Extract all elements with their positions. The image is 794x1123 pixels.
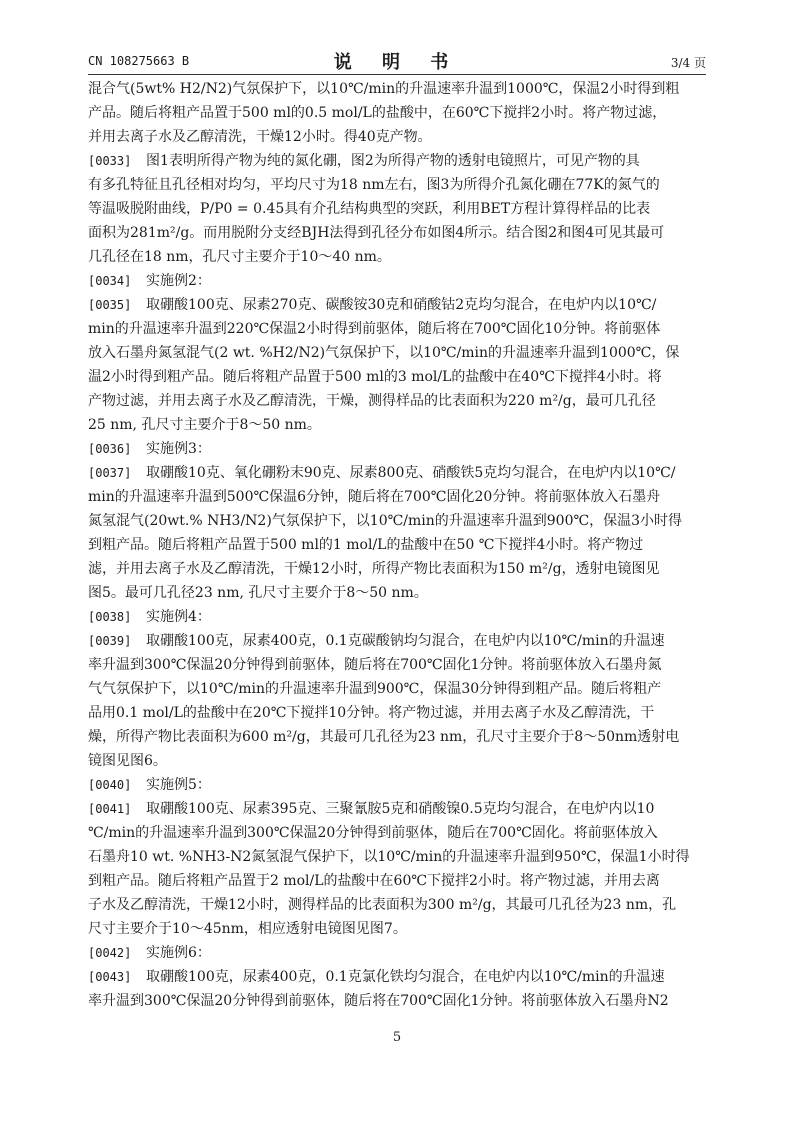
line-text: 几孔径在18 nm，孔尺寸主要介于10～40 nm。	[88, 249, 391, 265]
paragraph-number: [0040]	[88, 778, 132, 792]
paragraph-line	[88, 221, 712, 245]
line-text: 实施例4：	[146, 609, 211, 625]
paragraph-line	[88, 365, 712, 389]
paragraph-line	[88, 653, 712, 677]
paragraph-line	[88, 173, 712, 197]
paragraph-number: [0042]	[88, 946, 132, 960]
paragraph-line-numbered	[88, 149, 712, 173]
line-text: 实施例3：	[146, 441, 211, 457]
line-text: min的升温速率升温到220℃保温2小时得到前驱体，随后将在700℃固化10分钟。将前驱体	[88, 321, 661, 337]
paragraph-line	[88, 701, 712, 725]
paragraph-line-numbered	[88, 797, 712, 821]
line-text: 取硼酸10克、氧化硼粉末90克、尿素800克、硝酸铁5克均匀混合，在电炉内以10℃/	[146, 465, 676, 481]
line-text: 到粗产品。随后将粗产品置于500 ml的1 mol/L的盐酸中在50 ℃下搅拌4小时。将产物过	[88, 537, 644, 553]
paragraph-number: [0033]	[88, 154, 132, 168]
line-text: 图5。最可几孔径23 nm, 孔尺寸主要介于8～50 nm。	[88, 585, 428, 601]
paragraph-line-numbered	[88, 629, 712, 653]
line-text: 率升温到300℃保温20分钟得到前驱体，随后将在700℃固化1分钟。将前驱体放入石墨舟N2	[88, 993, 669, 1009]
line-text: 实施例5：	[146, 777, 211, 793]
line-text: 图1表明所得产物为纯的氮化硼，图2为所得产物的透射电镜照片，可见产物的具	[146, 153, 640, 169]
line-text: 取硼酸100克，尿素400克，0.1克氯化铁均匀混合，在电炉内以10℃/min的升温速	[146, 969, 665, 985]
line-text: 取硼酸100克、尿素395克、三聚氰胺5克和硝酸镍0.5克均匀混合，在电炉内以10	[146, 801, 655, 817]
paragraph-line	[88, 581, 712, 605]
line-text: 取硼酸100克、尿素270克、碳酸铵30克和硝酸钴2克均匀混合，在电炉内以10℃/	[146, 297, 657, 313]
paragraph-number: [0039]	[88, 634, 132, 648]
paragraph-line	[88, 101, 712, 125]
paragraph-line	[88, 749, 712, 773]
paragraph-line-numbered	[88, 461, 712, 485]
paragraph-line	[88, 557, 712, 581]
paragraph-line-numbered	[88, 605, 712, 629]
paragraph-line	[88, 509, 712, 533]
line-text: 气气氛保护下，以10℃/min的升温速率升温到900℃，保温30分钟得到粗产品。随后将粗产	[88, 681, 662, 697]
paragraph-line	[88, 317, 712, 341]
line-text: 面积为281m²/g。而用脱附分支经BJH法得到孔径分布如图4所示。结合图2和图4可见其最可	[88, 225, 665, 241]
line-text: 氮氢混气(20wt.% NH3/N2)气氛保护下，以10℃/min的升温速率升温到900℃，保温3小时得	[88, 513, 683, 529]
line-text: min的升温速率升温到500℃保温6分钟，随后将在700℃固化20分钟。将前驱体放入石墨舟	[88, 489, 661, 505]
line-text: 率升温到300℃保温20分钟得到前驱体，随后将在700℃固化1分钟。将前驱体放入石墨舟氮	[88, 657, 662, 673]
paragraph-number: [0034]	[88, 274, 132, 288]
line-text: 产品。随后将粗产品置于500 ml的0.5 mol/L的盐酸中，在60℃下搅拌2小时。将产物过滤，	[88, 105, 667, 121]
paragraph-line-numbered	[88, 269, 712, 293]
header-rule	[88, 74, 706, 75]
paragraph-line	[88, 341, 712, 365]
paragraph-number: [0035]	[88, 298, 132, 312]
paragraph-line	[88, 77, 712, 101]
paragraph-line	[88, 485, 712, 509]
paragraph-line	[88, 869, 712, 893]
patent-number: CN 108275663 B	[88, 54, 190, 68]
paragraph-number: [0036]	[88, 442, 132, 456]
line-text: 尺寸主要介于10～45nm，相应透射电镜图见图7。	[88, 921, 407, 937]
line-text: 子水及乙醇清洗，干燥12小时，测得样品的比表面积为300 m²/g，其最可几孔径为23 nm，孔	[88, 897, 677, 913]
paragraph-line-numbered	[88, 941, 712, 965]
paragraph-line	[88, 917, 712, 941]
paragraph-number: [0037]	[88, 466, 132, 480]
paragraph-line	[88, 533, 712, 557]
paragraph-line	[88, 389, 712, 413]
paragraph-number: [0038]	[88, 610, 132, 624]
page-indicator: 3/4 页	[670, 56, 706, 70]
line-text: 石墨舟10 wt. %NH3-N2氮氢混气保护下，以10℃/min的升温速率升温到950℃，保温1小时得	[88, 849, 690, 865]
paragraph-line	[88, 989, 712, 1013]
paragraph-line-numbered	[88, 965, 712, 989]
paragraph-line	[88, 677, 712, 701]
paragraph-line	[88, 725, 712, 749]
line-text: ℃/min的升温速率升温到300℃保温20分钟得到前驱体，随后在700℃固化。将前驱体放入	[88, 825, 658, 841]
line-text: 品用0.1 mol/L的盐酸中在20℃下搅拌10分钟。将产物过滤，并用去离子水及乙醇清洗，干	[88, 705, 655, 721]
document-title: 说 明 书	[333, 52, 461, 73]
paragraph-number: [0043]	[88, 970, 132, 984]
paragraph-line	[88, 245, 712, 269]
paragraph-line-numbered	[88, 773, 712, 797]
line-text: 产物过滤，并用去离子水及乙醇清洗，干燥，测得样品的比表面积为220 m²/g，最可几孔径	[88, 393, 656, 409]
line-text: 25 nm, 孔尺寸主要介于8～50 nm。	[88, 417, 321, 433]
paragraph-line	[88, 821, 712, 845]
line-text: 温2小时得到粗产品。随后将粗产品置于500 ml的3 mol/L的盐酸中在40℃下搅拌4小时。将	[88, 369, 662, 385]
page-header	[88, 48, 706, 72]
paragraph-line-numbered	[88, 293, 712, 317]
paragraph-line	[88, 413, 712, 437]
line-text: 混合气(5wt% H2/N2)气氛保护下，以10℃/min的升温速率升温到1000℃，保温2小时得到粗	[88, 81, 680, 97]
document-body	[88, 77, 712, 1013]
line-text: 有多孔特征且孔径相对均匀，平均尺寸为18 nm左右，图3为所得介孔氮化硼在77K的氮气的	[88, 177, 660, 193]
line-text: 并用去离子水及乙醇清洗，干燥12小时。得40克产物。	[88, 129, 432, 145]
line-text: 放入石墨舟氮氢混气(2 wt. %H2/N2)气氛保护下，以10℃/min的升温速率升温到1000℃，保	[88, 345, 680, 361]
line-text: 到粗产品。随后将粗产品置于2 mol/L的盐酸中在60℃下搅拌2小时。将产物过滤，并用去离	[88, 873, 660, 889]
paragraph-line-numbered	[88, 437, 712, 461]
line-text: 取硼酸100克，尿素400克，0.1克碳酸钠均匀混合，在电炉内以10℃/min的升温速	[146, 633, 665, 649]
line-text: 等温吸脱附曲线，P/P0 = 0.45具有介孔结构典型的突跃，利用BET方程计算得样品的比表	[88, 201, 651, 217]
paragraph-line	[88, 197, 712, 221]
line-text: 实施例6：	[146, 945, 211, 961]
paragraph-line	[88, 845, 712, 869]
line-text: 滤，并用去离子水及乙醇清洗，干燥12小时，所得产物比表面积为150 m²/g，透射电镜图见	[88, 561, 660, 577]
line-text: 镜图见图6。	[88, 753, 167, 769]
paragraph-line	[88, 125, 712, 149]
page-number: 5	[392, 1030, 402, 1045]
paragraph-number: [0041]	[88, 802, 132, 816]
paragraph-line	[88, 893, 712, 917]
line-text: 实施例2：	[146, 273, 211, 289]
line-text: 燥，所得产物比表面积为600 m²/g，其最可几孔径为23 nm，孔尺寸主要介于8～50nm透射电	[88, 729, 680, 745]
